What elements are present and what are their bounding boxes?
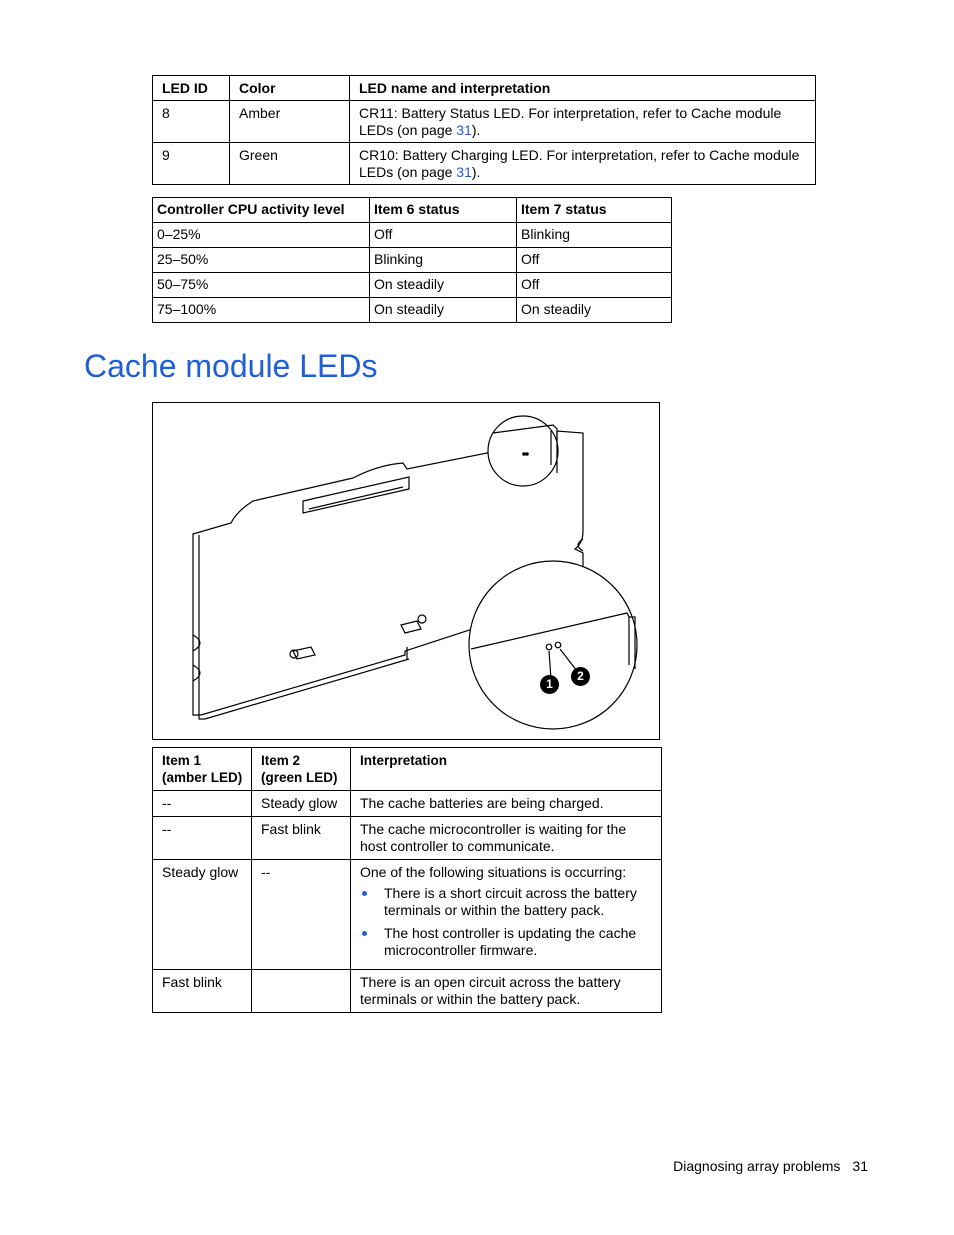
page-link[interactable]: 31	[456, 164, 472, 180]
item1-cell: --	[153, 817, 252, 860]
item2-cell: Steady glow	[252, 791, 351, 817]
column-header: Item 7 status	[517, 198, 672, 223]
bullet-item: The host controller is updating the cache microcontroller firmware.	[360, 925, 653, 959]
board-edge	[199, 535, 409, 719]
table-row	[153, 298, 672, 323]
bullet-item: There is a short circuit across the battery terminals or within the battery pack.	[360, 885, 653, 919]
table-row	[153, 817, 662, 860]
table-row	[153, 101, 816, 143]
led-interpretation-cell	[350, 143, 816, 185]
table-cell: Blinking	[370, 248, 517, 273]
bullet-list	[360, 885, 653, 959]
table-cell: 0–25%	[153, 223, 370, 248]
table-row	[153, 791, 662, 817]
callout-2	[571, 667, 590, 686]
table-row	[153, 143, 816, 185]
table-cell: On steadily	[370, 298, 517, 323]
table-cell: On steadily	[370, 273, 517, 298]
interpretation-cell	[351, 860, 662, 970]
table-cell: Off	[517, 273, 672, 298]
table-row	[153, 248, 672, 273]
item2-cell	[252, 970, 351, 1013]
table-row	[153, 970, 662, 1013]
interpretation-end: ).	[471, 164, 481, 180]
top-connector	[303, 477, 409, 513]
interpretation-cell: There is an open circuit across the battery terminals or within the battery pack.	[351, 970, 662, 1013]
column-header: LED name and interpretation	[350, 76, 816, 101]
page-number: 31	[852, 1158, 868, 1174]
page-footer	[673, 1158, 868, 1174]
column-header: LED ID	[153, 76, 230, 101]
column-header: Controller CPU activity level	[153, 198, 370, 223]
cpu-activity-table	[152, 197, 672, 323]
table-cell: Off	[370, 223, 517, 248]
interpretation-cell: The cache microcontroller is waiting for the host controller to communicate.	[351, 817, 662, 860]
cache-module-illustration	[153, 403, 659, 739]
interpretation-end: ).	[471, 122, 481, 138]
interpretation-text: CR10: Battery Charging LED. For interpretation, refer to Cache module LEDs (on page	[359, 147, 800, 180]
table-cell: Off	[517, 248, 672, 273]
table-cell: 75–100%	[153, 298, 370, 323]
table-header-row	[153, 76, 816, 101]
column-header: Item 2 (green LED)	[252, 748, 351, 791]
table-cell: Blinking	[517, 223, 672, 248]
page-link[interactable]: 31	[456, 122, 472, 138]
footer-section: Diagnosing array problems	[673, 1158, 841, 1174]
led-color-cell: Amber	[230, 101, 350, 143]
table-cell: 25–50%	[153, 248, 370, 273]
table-row	[153, 223, 672, 248]
led-color-cell: Green	[230, 143, 350, 185]
interpretation-cell: The cache batteries are being charged.	[351, 791, 662, 817]
magnifier-top	[488, 416, 558, 486]
magnifier-large	[469, 561, 637, 729]
table-row	[153, 860, 662, 970]
component	[401, 621, 421, 633]
table-cell: On steadily	[517, 298, 672, 323]
item1-cell: Fast blink	[153, 970, 252, 1013]
led-interpretation-cell	[350, 101, 816, 143]
item2-cell: --	[252, 860, 351, 970]
column-header: Item 1 (amber LED)	[153, 748, 252, 791]
cache-led-table	[152, 747, 662, 1013]
column-header: Item 6 status	[370, 198, 517, 223]
cache-module-figure	[152, 402, 660, 740]
item2-cell: Fast blink	[252, 817, 351, 860]
section-heading: Cache module LEDs	[84, 348, 378, 384]
item1-cell: Steady glow	[153, 860, 252, 970]
interpretation-text: One of the following situations is occurring:	[360, 864, 627, 880]
table-header-row	[153, 198, 672, 223]
column-header: Color	[230, 76, 350, 101]
interpretation-text: CR11: Battery Status LED. For interpretation, refer to Cache module LEDs (on page	[359, 105, 782, 138]
table-row	[153, 273, 672, 298]
item1-cell: --	[153, 791, 252, 817]
table-header-row	[153, 748, 662, 791]
callout-1-label: 1	[546, 677, 553, 691]
table-cell: 50–75%	[153, 273, 370, 298]
led-id-cell: 9	[153, 143, 230, 185]
callout-1	[540, 675, 559, 694]
led-id-table	[152, 75, 816, 185]
column-header: Interpretation	[351, 748, 662, 791]
led-id-cell: 8	[153, 101, 230, 143]
callout-2-label: 2	[577, 669, 584, 683]
